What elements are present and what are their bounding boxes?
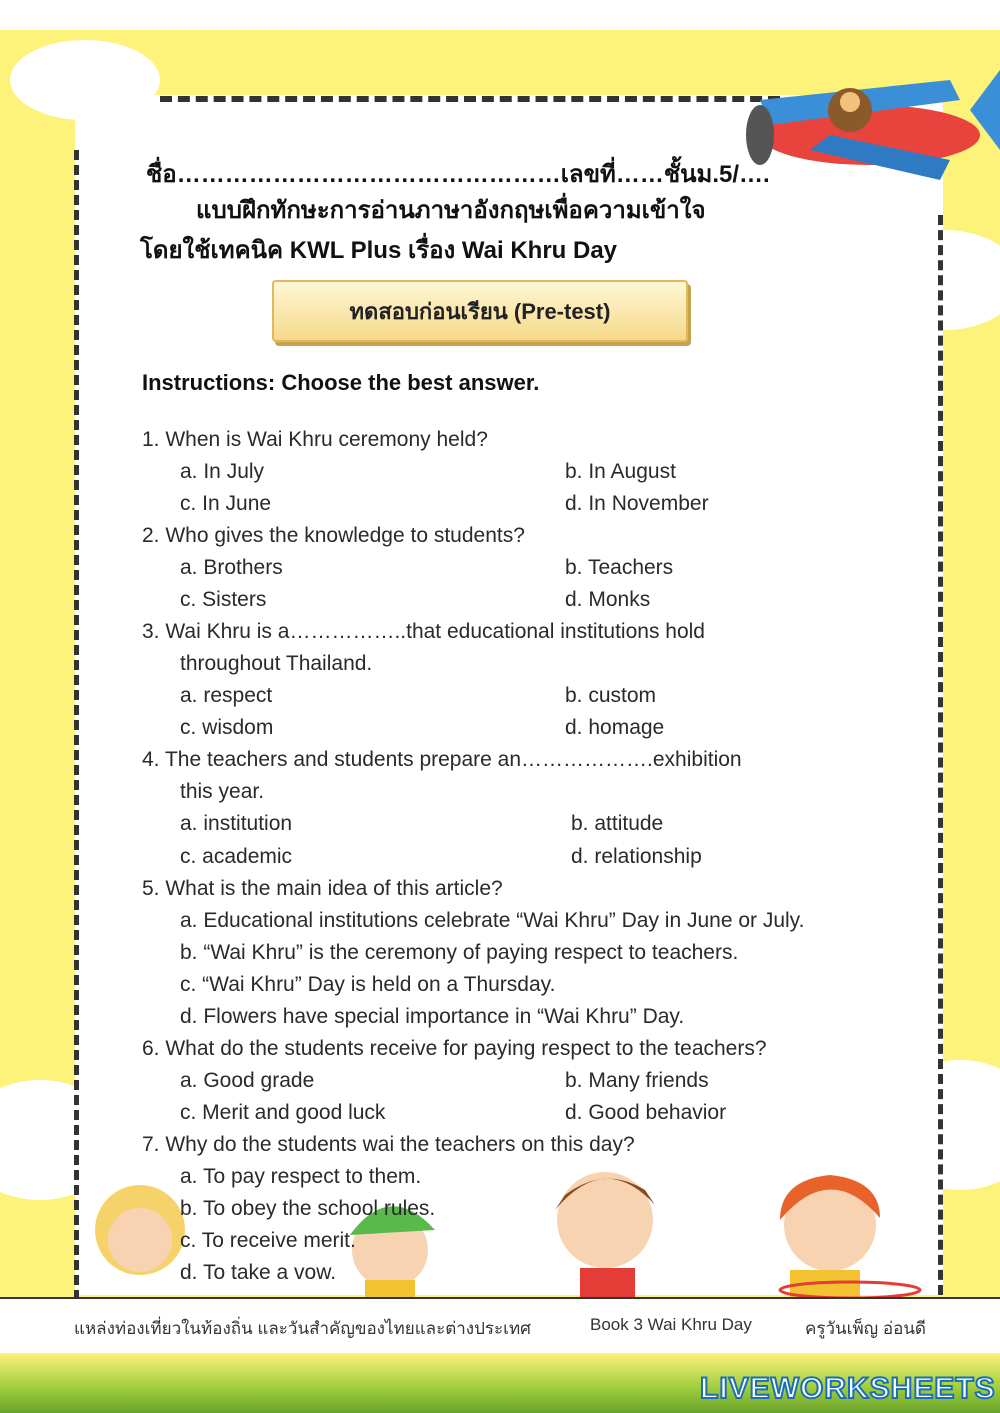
- question-6: 6. What do the students receive for paying respect to the teachers?: [142, 1037, 767, 1060]
- dashed-border-left: [74, 150, 79, 1300]
- pre-test-banner: ทดสอบก่อนเรียน (Pre-test): [272, 280, 688, 342]
- footer-teacher: ครูวันเพ็ญ อ่อนดี: [805, 1319, 926, 1338]
- choice-1c[interactable]: c. In June: [180, 492, 272, 515]
- question-2: 2. Who gives the knowledge to students?: [142, 524, 525, 547]
- choice-5d[interactable]: d. Flowers have special importance in “Wai Khru” Day.: [180, 1005, 685, 1028]
- choice-2a[interactable]: a. Brothers: [180, 556, 283, 579]
- choice-2c[interactable]: c. Sisters: [180, 588, 267, 611]
- choice-4d[interactable]: d. relationship: [571, 845, 702, 868]
- question-4: 4. The teachers and students prepare an……………….exhibition: [142, 748, 742, 771]
- choice-5c[interactable]: c. “Wai Khru” Day is held on a Thursday.: [180, 973, 556, 996]
- choice-7b[interactable]: b. To obey the school rules.: [180, 1197, 436, 1220]
- choice-3c[interactable]: c. wisdom: [180, 716, 274, 739]
- choice-2b[interactable]: b. Teachers: [565, 556, 674, 579]
- choice-5b[interactable]: b. “Wai Khru” is the ceremony of paying respect to teachers.: [180, 941, 739, 964]
- instructions-text: Instructions: Choose the best answer.: [142, 370, 540, 395]
- choice-5a[interactable]: a. Educational institutions celebrate “Wai Khru” Day in June or July.: [180, 909, 805, 932]
- choice-4a[interactable]: a. institution: [180, 812, 293, 835]
- choice-4b[interactable]: b. attitude: [571, 812, 664, 835]
- question-1: 1. When is Wai Khru ceremony held?: [142, 428, 488, 451]
- choice-3b[interactable]: b. custom: [565, 684, 657, 707]
- dashed-border-right: [938, 215, 943, 1295]
- question-3-continued: throughout Thailand.: [180, 652, 373, 675]
- footer-book: Book 3 Wai Khru Day: [590, 1315, 752, 1334]
- choice-3d[interactable]: d. homage: [565, 716, 665, 739]
- question-5: 5. What is the main idea of this article?: [142, 877, 503, 900]
- question-4-continued: this year.: [180, 780, 265, 803]
- choice-6b[interactable]: b. Many friends: [565, 1069, 709, 1092]
- choice-7a[interactable]: a. To pay respect to them.: [180, 1165, 422, 1188]
- footer-topic: แหล่งท่องเที่ยวในท้องถิ่น และวันสำคัญของไทยและต่างประเทศ: [74, 1319, 531, 1338]
- worksheet-subtitle: โดยใช้เทคนิค KWL Plus เรื่อง Wai Khru Day: [140, 237, 618, 264]
- choice-1a[interactable]: a. In July: [180, 460, 265, 483]
- choice-3a[interactable]: a. respect: [180, 684, 273, 707]
- choice-1d[interactable]: d. In November: [565, 492, 709, 515]
- worksheet-title: แบบฝึกทักษะการอ่านภาษาอังกฤษเพื่อความเข้าใจ: [196, 197, 706, 224]
- question-7: 7. Why do the students wai the teachers on this day?: [142, 1133, 635, 1156]
- choice-2d[interactable]: d. Monks: [565, 588, 651, 611]
- choice-6a[interactable]: a. Good grade: [180, 1069, 315, 1092]
- choice-7c[interactable]: c. To receive merit.: [180, 1229, 356, 1252]
- question-3: 3. Wai Khru is a……………..that educational institutions hold: [142, 620, 705, 643]
- dashed-border-top: [160, 96, 780, 102]
- choice-6d[interactable]: d. Good behavior: [565, 1101, 727, 1124]
- choice-7d[interactable]: d. To take a vow.: [180, 1261, 337, 1284]
- choice-1b[interactable]: b. In August: [565, 460, 676, 483]
- choice-6c[interactable]: c. Merit and good luck: [180, 1101, 386, 1124]
- choice-4c[interactable]: c. academic: [180, 845, 293, 868]
- liveworksheets-logo: LIVEWORKSHEETS: [700, 1372, 996, 1405]
- student-info-line: ชื่อ…………………………………………เลขที่……ชั้นม.5/….: [146, 161, 770, 188]
